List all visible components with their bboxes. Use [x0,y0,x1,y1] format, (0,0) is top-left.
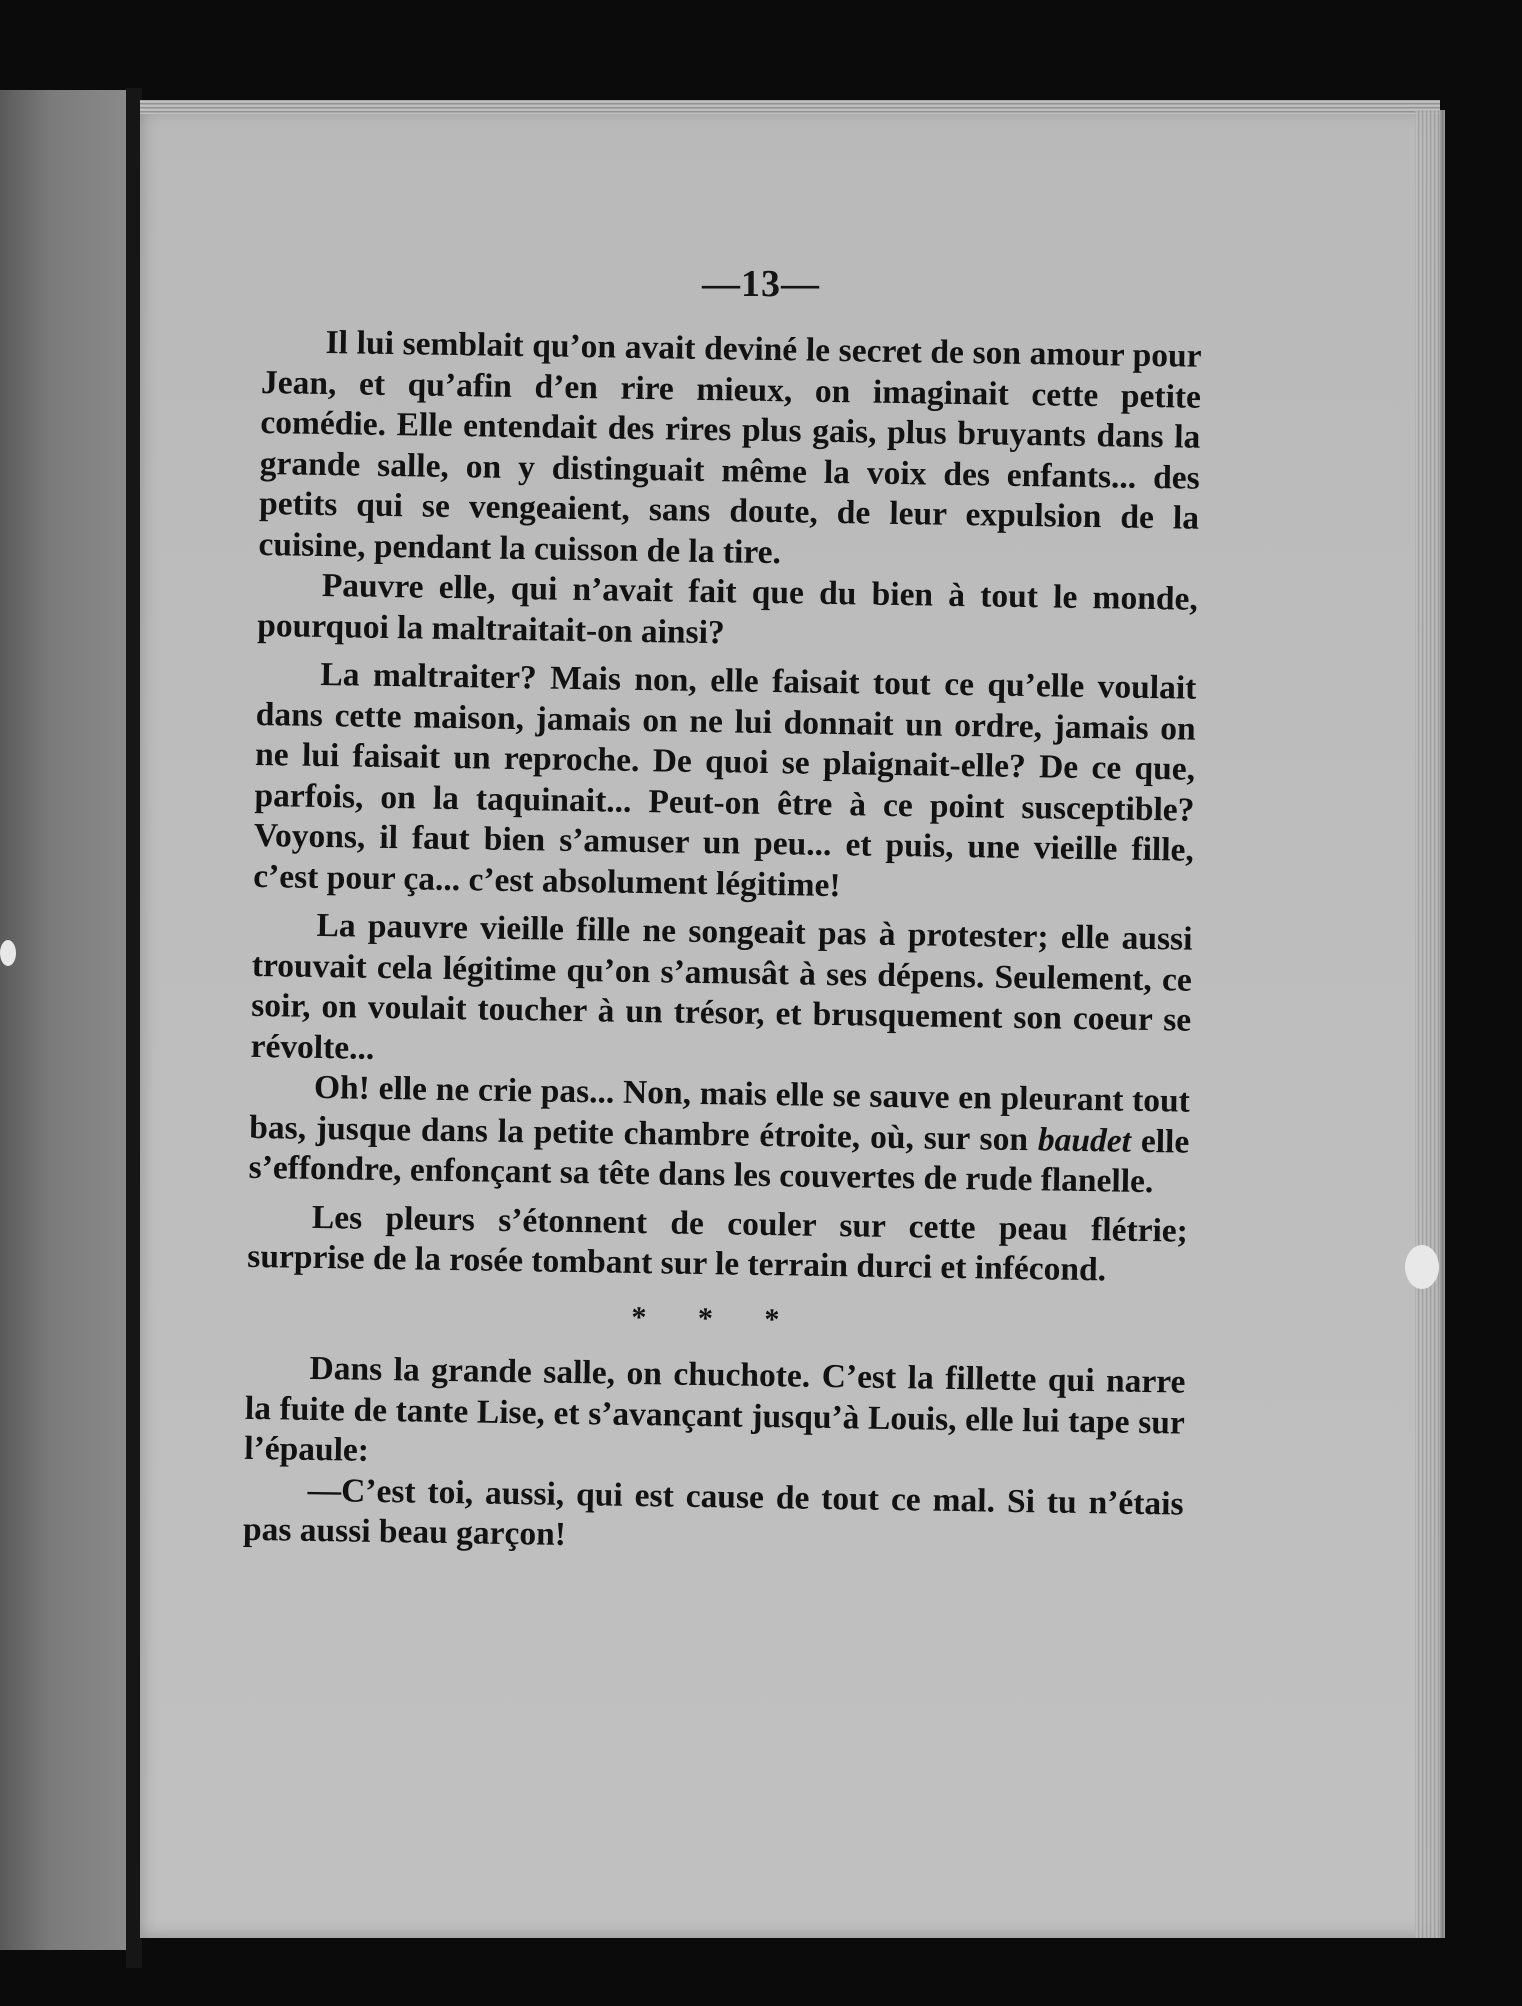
italic-word: baudet [1037,1120,1132,1160]
page-number: —13— [702,263,820,305]
paragraph: Les pleurs s’étonnent de couler sur cette peau flétrie; surprise de la rosée tombant sur le terrain durci et infécond. [247,1198,1189,1289]
left-page-fragment [0,90,128,1950]
paragraph [248,1067,1190,1203]
page-top-edge [140,100,1440,114]
section-separator: * * * [631,1300,802,1337]
page-fore-edge [1415,110,1445,1938]
paragraph-text: Oh! elle ne crie pas... Non, mais elle se sauve en pleurant tout bas, jusque dans la petite chambre étroite, où, sur son [249,1068,1191,1158]
paragraph: La maltraiter? Mais non, elle faisait tout ce qu’elle voulait dans cette maison, jamais on ne lui donnait un ordre, jamais on ne lui faisait un reproche. De quoi se plaignait-elle? De ce que, parfois, on la taquinait... Peut-on être à ce point susceptible? Voyons, il faut bien s’amuser un peu... et puis, une vieille fille, c’est pour ça... c’est absolument légitime! [253,655,1197,904]
paragraph: Il lui semblait qu’on avait deviné le secret de son amour pour Jean, et qu’afin d’en rire mieux, on imaginait cette petite comédie. Elle entendait des rires plus gais, plus bruyants dans la grande salle, on y distinguait même la voix des enfants... des petits qui se vengeaient, sans doute, de leur expulsion de la cuisine, pendant la cuisson de la tire. [258,324,1202,571]
paragraph: Dans la grande salle, on chuchote. C’est la fillette qui narre la fuite de tante Lise, et s’avançant jusqu’à Louis, elle lui tape sur l’épaule: [244,1349,1186,1469]
body-text [243,322,1202,1565]
paragraph: —C’est toi, aussi, qui est cause de tout ce mal. Si tu n’étais pas aussi beau garçon! [242,1471,1184,1553]
scan-speckle [0,940,16,966]
paragraph: Pauvre elle, qui n’avait fait que du bien à tout le monde, pourquoi la maltraitait-on ainsi? [256,566,1199,651]
paragraph: La pauvre vieille fille ne songeait pas à protester; elle aussi trouvait cela légitime qu’on s’amusât à ses dépens. Seulement, ce soir, on voulait toucher à un trésor, et brusquement son coeur se révolte... [250,906,1193,1067]
paragraph-text: elle s’effondre, enfonçant sa tête dans les couvertes de rude flanelle. [248,1122,1190,1201]
scan-speckle [1405,1245,1439,1289]
